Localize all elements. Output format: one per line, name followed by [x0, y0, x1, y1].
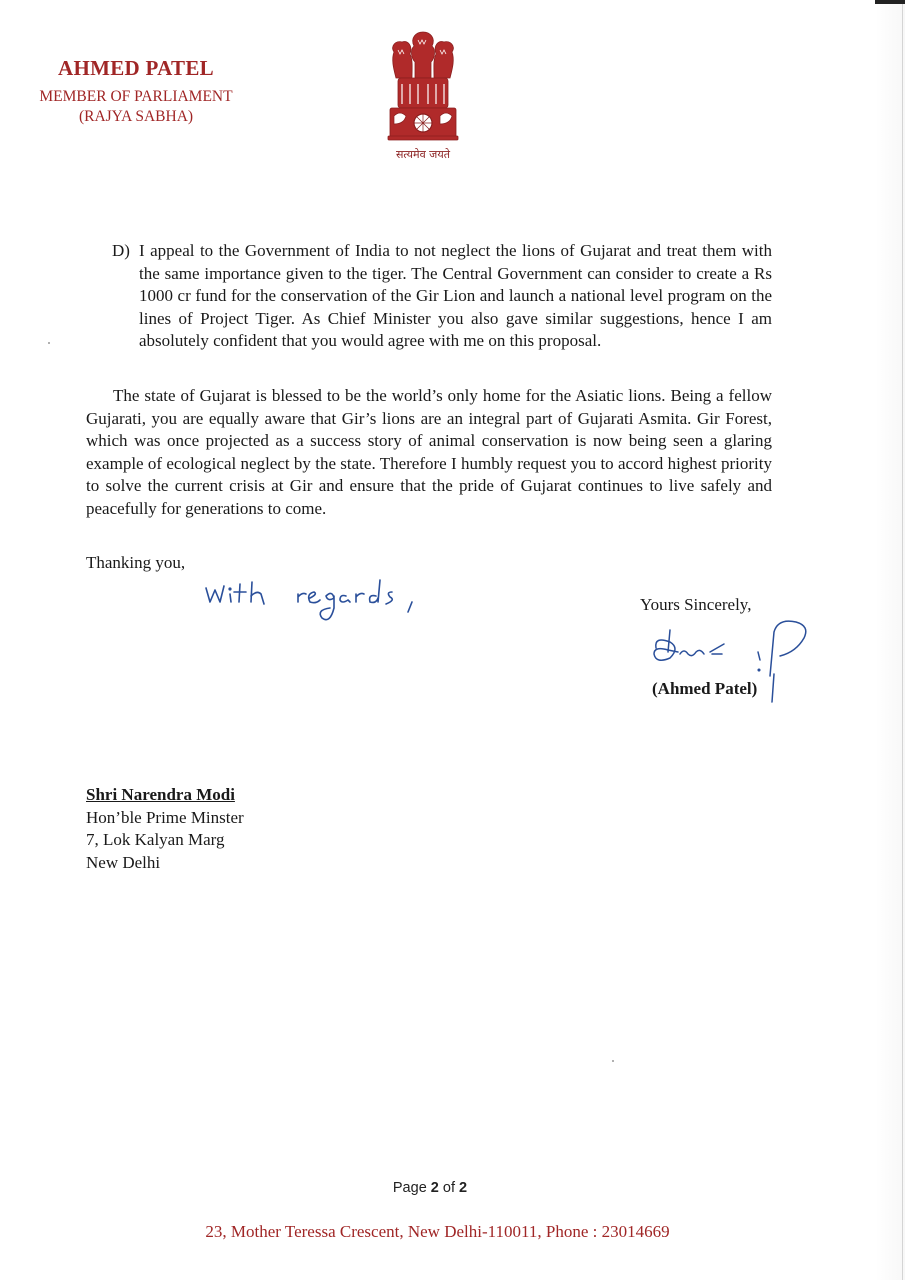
recipient-city: New Delhi [86, 852, 161, 872]
letterhead-sender [0, 56, 272, 127]
recipient-title: Hon’ble Prime Minster [86, 807, 244, 827]
recipient-address: 7, Lok Kalyan Marg [86, 830, 225, 850]
page-prefix: Page [392, 1180, 427, 1196]
sender-designation [0, 87, 272, 127]
point-d-text: I appeal to the Government of India to not neglect the lions of Gujarat and treat them with the same importance given to the tiger. The Central Government can consider to create a Rs 1000 cr fund for the conservation of the Gir Lion and launch a national level program on the lines of Project Tiger. As Chief Minister you also gave similar suggestions, hence I am absolutely confident that you would agree with me on this proposal. [139, 241, 772, 351]
sender-house-line: (RAJYA SABHA) [78, 108, 194, 125]
sender-designation-line: MEMBER OF PARLIAMENT [39, 88, 233, 105]
page-edge-line [902, 0, 903, 1280]
scan-speck [612, 1060, 614, 1062]
point-d [112, 240, 772, 353]
page-edge-shadow [875, 0, 905, 1280]
main-paragraph: The state of Gujarat is blessed to be the world’s only home for the Asiatic lions. Being a fellow Gujarati, you are equally aware that Gir’s lions are an integral part of Gujarati Asmita. Gir Forest, which was once projected as a success story of animal conservation is now being seen a glaring example of ecological neglect by the state. Therefore I humbly request you to accord highest priority to solve the current crisis at Gir and ensure that the pride of Gujarat continues to live safely and peacefully for generations to come. [86, 386, 772, 518]
point-d-label: D) [112, 241, 130, 260]
scan-speck [48, 342, 50, 344]
scan-corner-mark [875, 0, 905, 4]
thanking-line: Thanking you, [86, 553, 186, 572]
yours-sincerely: Yours Sincerely, [640, 595, 752, 614]
handwritten-regards [200, 572, 445, 632]
signatory-name: (Ahmed Patel) [652, 679, 758, 698]
page-total: 2 [459, 1180, 468, 1196]
footer-address: 23, Mother Teressa Crescent, New Delhi-110011, Phone : 23014669 [205, 1222, 670, 1241]
sender-name: AHMED PATEL [58, 56, 214, 80]
page-of: of [442, 1180, 455, 1196]
emblem-motto: सत्यमेव जयते [395, 148, 451, 161]
recipient-block [86, 784, 244, 874]
national-emblem-icon [380, 28, 466, 164]
page-current: 2 [430, 1180, 439, 1196]
page-number [0, 1180, 860, 1196]
recipient-name: Shri Narendra Modi [86, 785, 235, 804]
